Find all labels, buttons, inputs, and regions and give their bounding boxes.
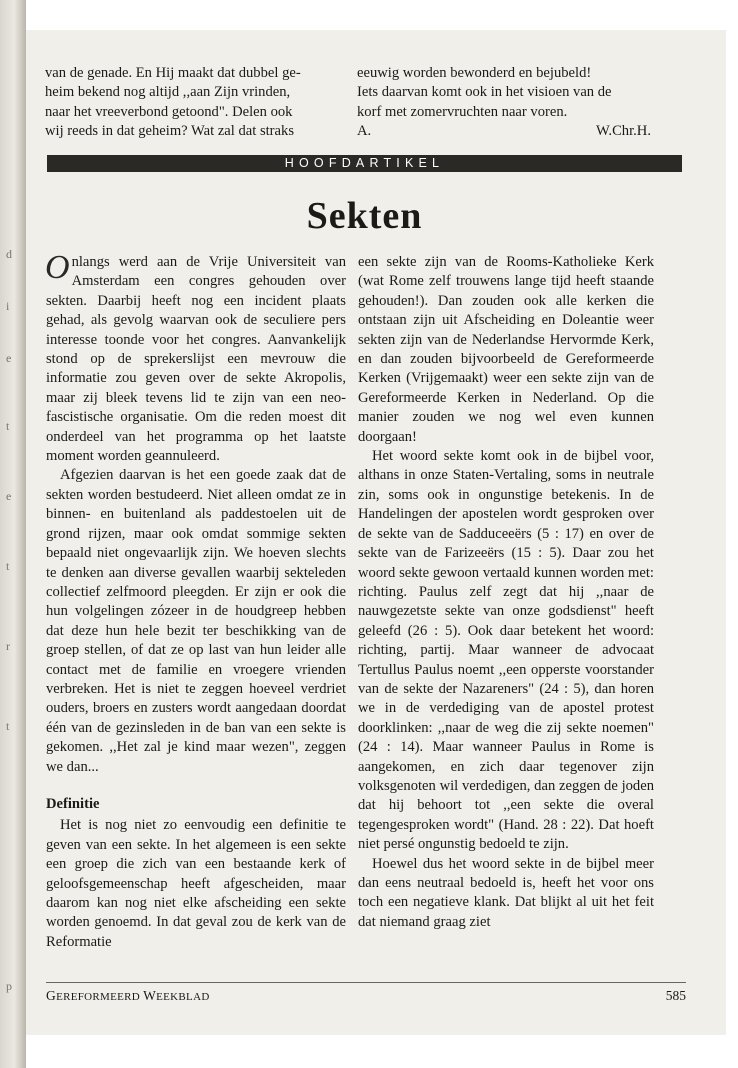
publication-name: GEREFORMEERD WEEKBLAD — [46, 988, 210, 1003]
text-line: korf met zomervruchten naar voren. — [357, 103, 568, 120]
text-line: heim bekend nog altijd ,,aan Zijn vrinden, — [45, 84, 291, 101]
article-paragraph: Afgezien daarvan is het een goede zaak dat de sekten worden bestudeerd. Niet alleen omdat ze in binnen- en buitenland als paddestoelen uit de grond rijzen, maar ook omdat sommige sekten bepaald niet ongevaarlijk zijn. We hoeven slechts te denken aan diverse gevallen waarbij sekteleden collectief zelfmoord pleegden. Er zijn er ook die hun volgelingen zózeer in de houdgreep hebben dat deze hun hele bezit ter beschikking van de groep stellen, of dat ze op last van hun leider alle contact met de familie en vroegere vrienden verbreken. Het is niet te zeggen hoeveel verdriet ouders, broers en zusters wordt aangedaan doordat één van de gezinsleden in de ban van een sekte is gekomen. ,,Het zal je kind maar wezen", zeggen we dan... — [46, 467, 346, 775]
article-paragraph: een sekte zijn van de Rooms-Katholieke Kerk (wat Rome zelf trouwens lange tijd heeft staande gehouden!). Dan zouden ook alle kerken die ontstaan zijn uit Afscheiding en Doleantie weer sekten zijn van de Nederlandse Hervormde Kerk, en dan zouden bijvoorbeeld de Gereformeerde Kerken (Vrijgemaakt) weer een sekte zijn van de Gereformeerde Kerken in Nederland. Op die manier zouden we nog wel even kunnen doorgaan! — [358, 254, 654, 445]
article-paragraph: Het woord sekte komt ook in de bijbel voor, althans in onze Staten-Vertaling, soms in neutrale zin, soms ook in ongunstige betekenis. In de Handelingen der apostelen wordt gesproken over de sekte van de Sadduceeërs (5 : 17) en over de sekte van de Farizeeërs (15 : 5). Daar zou het woord sekte gewoon vertaald kunnen worden met: richting. Paulus zelf zegt dat hij ,,naar de nauwgezetste sekte van onze godsdienst" heeft geleefd (26 : 5). Ook daar betekent het woord: richting, partij. Maar wanneer de advocaat Tertullus Paulus noemt ,,een opperste voorstander van de sekte der Nazareners" (24 : 5), dan horen we in de verdediging van de apostel protest doorklinken: ,,naar de weg die zij sekte noemen" (24 : 14). Maar wanneer Paulus in Rome is aangekomen, en zich daar tegenover zijn volksgenoten wil verdedigen, dan zeggen de joden dat hij behoort tot ,,een sekte die overal tegengesproken wordt" (Hand. 28 : 22). Dat hoeft niet persé ongunstig bedoeld te zijn. — [358, 448, 654, 853]
text-line: Iets daarvan komt ook in het visioen van de — [357, 84, 612, 101]
section-label-bar: HOOFDARTIKEL — [47, 155, 682, 172]
article-column-left — [45, 249, 346, 952]
previous-article-end-right — [357, 64, 651, 142]
text-line: van de genade. En Hij maakt dat dubbel ge- — [45, 65, 301, 81]
text-line: eeuwig worden bewonderd en bejubeld! — [357, 65, 592, 81]
article-paragraph: Hoewel dus het woord sekte in de bijbel meer dan eens neutraal bedoeld is, heeft het voor ons toch een negatieve klank. Dat blijkt al uit het feit dat niemand graag ziet — [358, 855, 654, 930]
section-subheading: Definitie — [46, 795, 100, 812]
previous-article-end-left — [45, 64, 350, 142]
author-signature: W.Chr.H. — [595, 123, 651, 140]
article-title: Sekten — [306, 195, 423, 237]
magazine-page — [26, 30, 726, 1035]
text-line: wij reeds in dat geheim? Wat zal dat straks — [45, 123, 294, 140]
text-line: naar het vreeverbond getoond". Delen ook — [45, 103, 293, 120]
author-initial: A. — [357, 123, 372, 140]
page-number: 585 — [665, 988, 686, 1003]
article-paragraph: Het is nog niet zo eenvoudig een definitie te geven van een sekte. In het algemeen is een sekte een groep die zich van een bestaande kerk of geloofsgemeenschap heeft afgescheiden, maar daarom kan nog niet elke afscheiding een sekte worden genoemd. In dat geval zou de kerk van de Reformatie — [46, 817, 346, 950]
signature-line — [357, 122, 651, 141]
article-paragraph: Onlangs werd aan de Vrije Universiteit van Amsterdam een congres gehouden over sekten. Daarbij heeft nog een incident plaats gehad, als gevolg waarvan ook de seculiere pers interesse toonde voor het congres. Aanvankelijk stond op de sprekerslijst een mevrouw die informatie zou geven over de sekte Akropolis, maar zij bleek tevens lid te zijn van een neo-fascistische organisatie. Om die reden moest dit onderdeel van het programma op het laatste moment worden geannuleerd. — [45, 249, 346, 465]
footer-divider — [46, 982, 686, 983]
article-column-right — [358, 253, 654, 932]
adjacent-page-edge: d i e t e t r t p — [0, 0, 26, 1068]
drop-cap: O — [45, 249, 70, 286]
